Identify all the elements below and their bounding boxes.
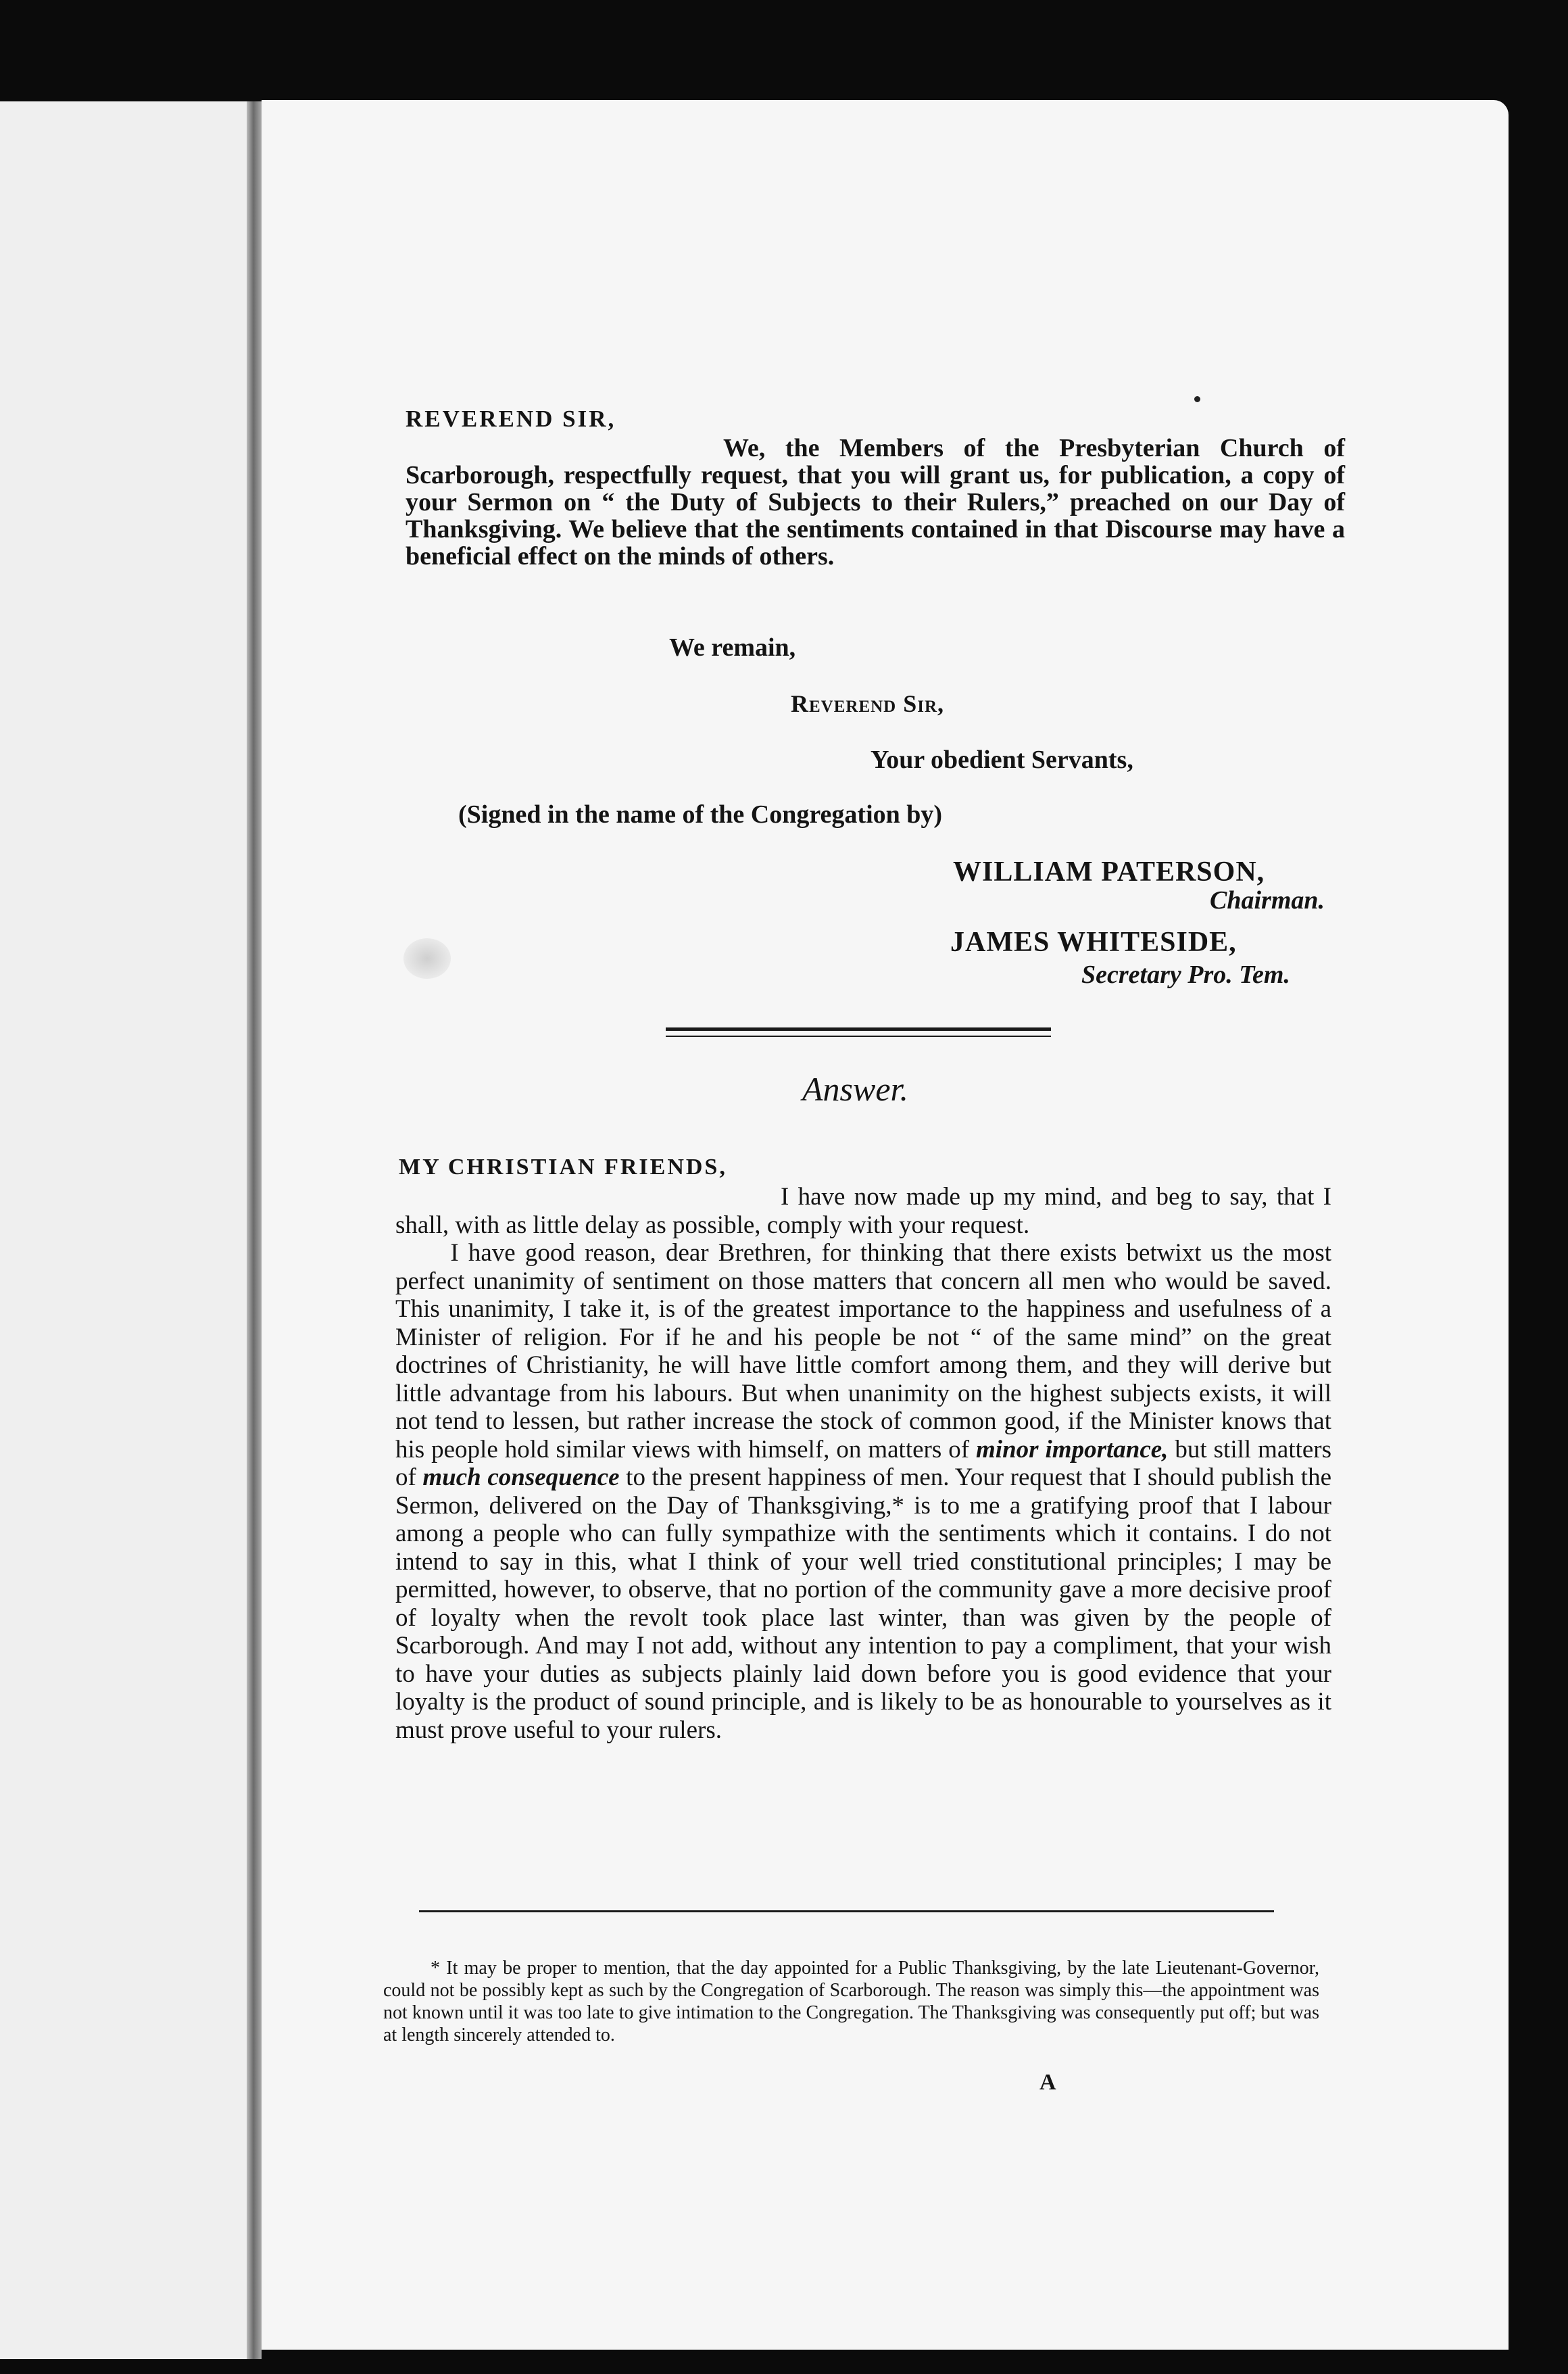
signature-mark: A [1039, 2070, 1056, 2095]
petition-closing-servants: Your obedient Servants, [871, 746, 1133, 774]
facing-page-edge [0, 101, 257, 2359]
petition-body: We, the Members of the Presbyterian Church of Scarborough, respectfully request, that you will grant us, for publication, a copy of your Sermon on “ the Duty of Subjects to their Rulers,” preached on our Day of Thanksgiving. We believe that the sentiments contained in that Discourse may have a beneficial effect on the minds of others. [406, 434, 1345, 571]
petition-salutation: REVEREND SIR, [406, 406, 616, 432]
answer-heading: Answer. [802, 1070, 908, 1108]
footnote-rule [419, 1910, 1274, 1912]
answer-text-part-3: to the present happiness of men. Your request that I should publish the Sermon, delivered on the Day of Thanksgiving,* is to me a gratifying proof that I labour among a people who can fully sympathize with the sentiments which it contains. I do not intend to say in this, what I think of your well tried constitutional principles; I may be permitted, however, to observe, that no portion of the community gave a more decisive proof of loyalty when the revolt took place last winter, than was given by the people of Scarborough. And may I not add, without any intention to pay a compliment, that your wish to have your duties as subjects plainly laid down before you is good evidence that your loyalty is the product of sound principle, and is likely to be as honourable to yourselves as it must prove useful to your rulers. [395, 1463, 1332, 1744]
signatory-name-2: JAMES WHITESIDE, [950, 927, 1237, 958]
signatory-name-1: WILLIAM PATERSON, [953, 856, 1265, 888]
divider-rule-top [666, 1027, 1051, 1031]
petition-closing-address: Reverend Sir, [791, 690, 945, 717]
signed-note: (Signed in the name of the Congregation by) [458, 800, 943, 829]
signatory-title-2: Secretary Pro. Tem. [1081, 961, 1290, 989]
book-gutter [247, 101, 262, 2359]
divider-rule-bottom [666, 1036, 1051, 1037]
footnote: * It may be proper to mention, that the day appointed for a Public Thanksgiving, by the late Lieutenant-Governor, could not be possibly kept as such by the Congregation of Scarborough. The reason was simply this—the appointment was not known until it was too late to give intimation to the Congregation. The Thanksgiving was consequently put off; but was at length sincerely attended to. [383, 1958, 1319, 2045]
stray-mark [1194, 396, 1200, 402]
answer-opening: I have now made up my mind, and beg to say, that I shall, with as little delay as possible, comply with your request. [395, 1183, 1331, 1239]
answer-text-part-2: but still matters of [395, 1435, 1332, 1491]
answer-emphasis-1: minor importance, [976, 1435, 1169, 1463]
answer-text-part-1: I have good reason, dear Brethren, for thinking that there exists betwixt us the most perfect unanimity of sentiment on those matters that concern all men who would be saved. This unanimity, I take it, is of the greatest importance to the happiness and usefulness of a Minister of religion. For if he and his people be not “ of the same mind” on the great doctrines of Christianity, he will have little comfort among them, and they will derive but little advantage from his labours. But when unanimity on the highest subjects exists, it will not tend to lessen, but rather increase the stock of common good, if the Minister knows that his people hold similar views with himself, on matters of [395, 1239, 1331, 1463]
answer-paragraph [395, 1239, 1331, 1744]
answer-emphasis-2: much consequence [422, 1463, 620, 1491]
petition-closing: We remain, [669, 633, 796, 662]
answer-body [395, 1183, 1331, 1744]
answer-salutation: MY CHRISTIAN FRIENDS, [399, 1155, 727, 1180]
page-smudge [403, 938, 451, 979]
signatory-title-1: Chairman. [1210, 886, 1325, 915]
